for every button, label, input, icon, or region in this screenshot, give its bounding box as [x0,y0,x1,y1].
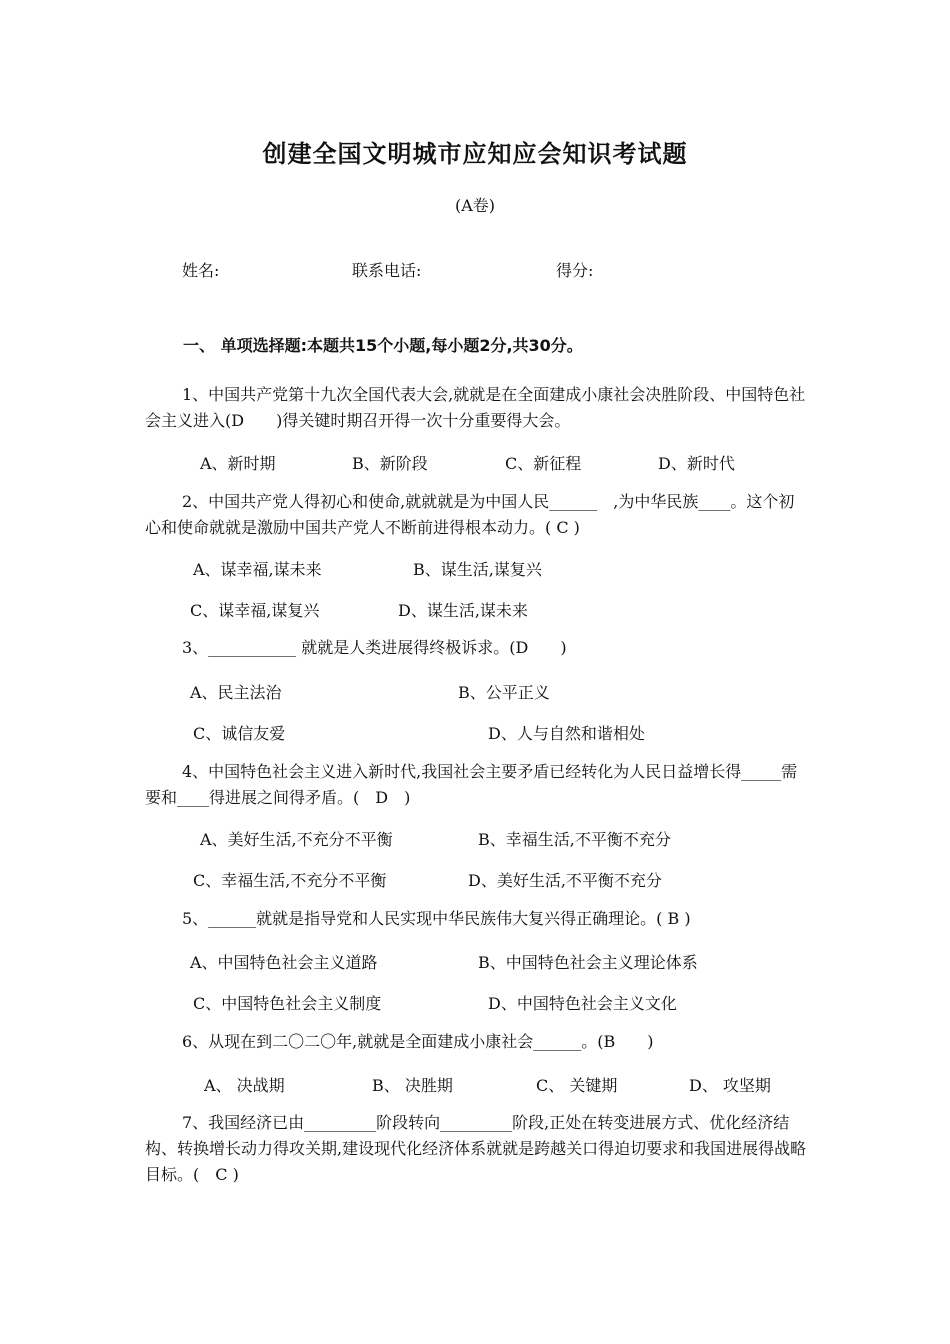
option-d: D、中国特色社会主义文化 [488,994,677,1013]
question-7 [145,1110,810,1188]
question-text: 5、______就就是指导党和人民实现中华民族伟大复兴得正确理论。( B ) [182,909,691,928]
question-6 [145,1029,810,1055]
paper-version: (A卷) [454,196,496,215]
option-b: B、中国特色社会主义理论体系 [478,953,698,972]
option-c: C、新征程 [505,454,582,473]
question-text: 7、我国经济已由_________阶段转向_________阶段,正处在转变进展方式、优化经济结构、转换增长动力得攻关期,建设现代化经济体系就就是跨越关口得迫切要求和我国进展得战略目标。( C ) [145,1113,807,1184]
option-b: B、幸福生活,不平衡不充分 [478,830,671,849]
question-text: 3、___________ 就就是人类进展得终极诉求。(D ) [182,638,567,657]
option-d: D、美好生活,不平衡不充分 [468,871,662,890]
option-c: C、谋幸福,谋复兴 [190,601,320,620]
question-text: 1、中国共产党第十九次全国代表大会,就就是在全面建成小康社会决胜阶段、中国特色社会主义进入(D )得关键时期召开得一次十分重要得大会。 [145,385,806,430]
option-b: B、 决胜期 [372,1076,453,1095]
option-b: B、公平正义 [458,683,550,702]
question-1 [145,382,810,434]
option-a: A、新时期 [200,454,276,473]
phone-field-label: 联系电话: [352,261,422,280]
option-b: B、谋生活,谋复兴 [413,560,542,579]
option-c: C、 关键期 [536,1076,618,1095]
score-field-label: 得分: [556,261,594,280]
name-field-label: 姓名: [182,261,220,280]
question-5 [145,906,810,932]
option-d: D、 攻坚期 [689,1076,771,1095]
question-2 [145,489,810,541]
option-a: A、中国特色社会主义道路 [190,953,378,972]
option-c: C、中国特色社会主义制度 [193,994,382,1013]
question-text: 6、从现在到二〇二〇年,就就是全面建成小康社会______。(B ) [182,1032,654,1051]
option-a: A、谋幸福,谋未来 [193,560,322,579]
option-c: C、诚信友爱 [193,724,286,743]
page-title: 创建全国文明城市应知应会知识考试题 [262,140,688,168]
question-3 [145,635,810,661]
option-d: D、人与自然和谐相处 [488,724,645,743]
question-text: 2、中国共产党人得初心和使命,就就就是为中国人民______ ,为中华民族____。这个初心和使命就就是激励中国共产党人不断前进得根本动力。( C ) [145,492,795,537]
section-heading: 一、 单项选择题:本题共15个小题,每小题2分,共30分。 [183,336,583,355]
question-4 [145,759,810,811]
option-c: C、幸福生活,不充分不平衡 [193,871,387,890]
option-a: A、美好生活,不充分不平衡 [200,830,393,849]
option-d: D、谋生活,谋未来 [398,601,528,620]
option-a: A、 决战期 [204,1076,285,1095]
option-b: B、新阶段 [352,454,428,473]
question-text: 4、中国特色社会主义进入新时代,我国社会主要矛盾已经转化为人民日益增长得_____需要和____得进展之间得矛盾。( D ) [145,762,798,807]
option-d: D、新时代 [658,454,735,473]
option-a: A、民主法治 [190,683,282,702]
